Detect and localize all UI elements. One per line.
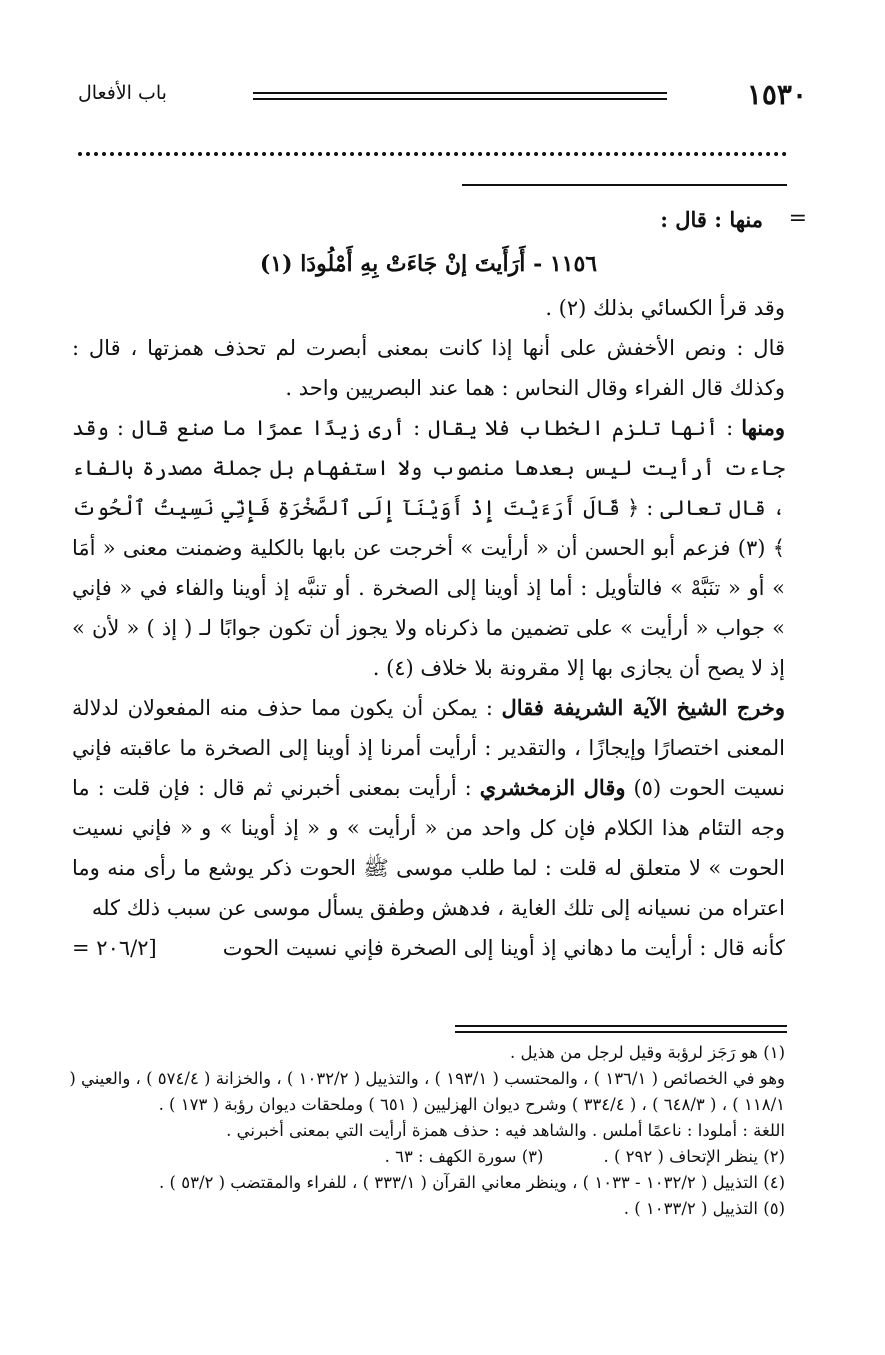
footnote: (٢) ينظر الإتحاف ( ٢٩٢ ) . — [603, 1147, 785, 1166]
footnote: (٤) التذييل ( ١٠٣٢/٢ - ١٠٣٣ ) ، وينظر معاني القرآن ( ٣٣٣/١ ) ، للفراء والمقتضب ( ٥٣/٢ ) . — [159, 1173, 785, 1192]
paragraph — [72, 688, 785, 928]
footnote: اللغة : أملودا : ناعمًا أملس . والشاهد فيه : حذف همزة أرأيت التي بمعنى أخبرني . — [226, 1121, 785, 1140]
header-rule — [253, 92, 667, 100]
last-line-text: كأنه قال : أرأيت ما دهاني إذ أوينا إلى الصخرة فإني نسيت الحوت — [222, 936, 785, 960]
page-number: ١٥٣٠ — [746, 78, 807, 111]
lead-word: وقال الزمخشري — [479, 775, 626, 800]
paragraph-text: : أنها تلزم الخطاب فلا يقال : أرى زيدًا عمرًا ما صنع قال : وقد جاءت أرأيت ليس بعدها منصوب ولا استفهام بل جملة مصدرة بالفاء ، قال تعالى : ﴿ قَالَ أَرَءَيْتَ إِذْ أَوَيْنَآ إِلَى ٱلصَّخْرَةِ فَإِنِّي نَسِيتُ ٱلْحُوتَ ﴾ (٣) فزعم أبو الحسن أن « أرأيت » أخرجت عن بابها بالكلية وضمنت معنى « أمَا » أو « تنَبَّهْ » فالتأويل : أما إذ أوينا إلى الصخرة . أو تنبَّه إذ أوينا والفاء في « فإني » جواب « أرأيت » على تضمين ما ذكرناه ولا يجوز أن تكون جوابًا لـ ( إذ ) « لأن » إذ لا يصح أن يجازى بها إلا مقرونة بلا خلاف (٤) . — [72, 416, 785, 680]
lead-word: وخرج الشيخ الآية الشريفة فقال — [501, 695, 785, 720]
footnote: (٣) سورة الكهف : ٦٣ . — [384, 1147, 544, 1166]
footnote: (١) هو رَجَز لرؤبة وقيل لرجل من هذيل . — [510, 1043, 785, 1062]
paragraph: وقد قرأ الكسائي بذلك (٢) . — [545, 296, 785, 320]
paragraph: قال : ونص الأخفش على أنها إذا كانت بمعنى أبصرت لم تحذف همزتها ، قال : وكذلك قال الفراء وقال النحاس : هما عند البصريين واحد . — [72, 336, 785, 400]
footnote-rule — [455, 1025, 787, 1033]
footnote: (٥) التذييل ( ١٠٣٣/٢ ) . — [623, 1199, 785, 1218]
page-header — [78, 78, 807, 114]
main-text — [72, 200, 785, 968]
short-rule — [462, 184, 787, 186]
continuation-mark: = — [788, 206, 807, 231]
paragraph — [72, 408, 785, 688]
paragraph-text: : أرأيت بمعنى أخبرني ثم قال : فإن قلت : ما وجه التئام هذا الكلام فإن كل واحد من « أرأيت » و « إذ أوينا » و « فإني نسيت الحوت » لا متعلق له قلت : لما طلب موسى ﷺ الحوت ذكر يوشع ما رأى منه وما اعتراه من نسيانه إلى تلك الغاية ، فدهش وطفق يسأل موسى عن سبب ذلك كله — [72, 776, 785, 920]
footnotes — [65, 1040, 785, 1222]
footnote-pair — [65, 1144, 785, 1170]
intro-line: منها : قال : — [660, 207, 763, 232]
verse-line: ١١٥٦ - أَرَأَيتَ إنْ جَاءَتْ بِهِ أَمْلُودَا (١) — [259, 251, 598, 277]
margin-reference: [٢٠٦/٢ = — [72, 936, 157, 960]
chapter-title: باب الأفعال — [78, 82, 167, 104]
last-line — [72, 928, 785, 968]
dotted-separator — [78, 152, 787, 156]
lead-word: ومنها — [741, 415, 786, 440]
footnote: وهو في الخصائص ( ١٣٦/١ ) ، والمحتسب ( ١٩٣/١ ) ، والتذييل ( ١٠٣٢/٢ ) ، والخزانة ( ٥٧٤/٤ ) ، والعيني ( ١١٨/١ ) ، ( ٦٤٨/٣ ) ، ( ٣٣٤/٤ ) وشرح ديوان الهزليين ( ٦٥١ ) وملحقات ديوان رؤبة ( ١٧٣ ) . — [69, 1069, 785, 1114]
paragraph-text: : يمكن أن يكون مما حذف منه المفعولان لدلالة المعنى اختصارًا وإيجازًا ، والتقدير : أرأيت أمرنا إذ أوينا إلى الصخرة ما عاقبته فإني نسيت الحوت (٥) — [72, 696, 785, 800]
